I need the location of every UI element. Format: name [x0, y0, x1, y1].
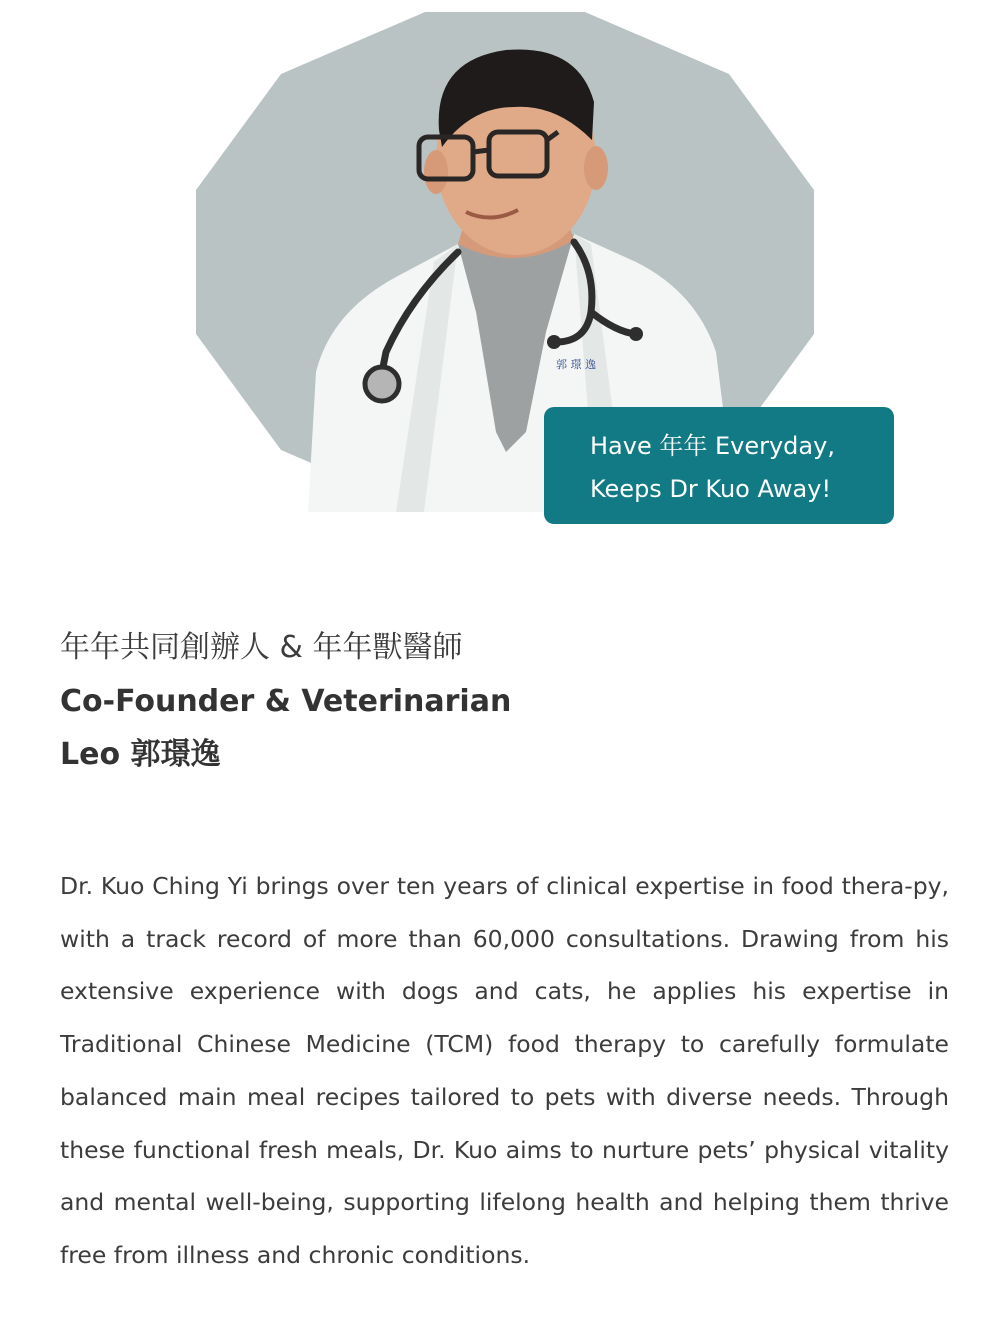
role-title-chinese: 年年共同創辦人 & 年年獸醫師 — [60, 630, 463, 665]
quote-badge — [544, 407, 894, 524]
quote-line-2: Keeps Dr Kuo Away! — [590, 475, 832, 503]
coat-embroidery: 郭 璟 逸 — [556, 358, 596, 371]
quote-line-1: Have 年年 Everyday, — [590, 432, 835, 460]
bio-paragraph: Dr. Kuo Ching Yi brings over ten years of clinical expertise in food thera-py, with a track record of more than 60,000 consultations. Drawing from his extensive experience with dogs and cats, he applies his expertise in Traditional Chinese Medicine (TCM) food therapy to carefully formulate balanced main meal recipes tailored to pets with diverse needs. Through these functional fresh meals, Dr. Kuo aims to nurture pets’ physical vitality and mental well-being, supporting lifelong health and helping them thrive free from illness and chronic conditions. — [60, 872, 949, 1269]
role-title-english: Co-Founder & Veterinarian — [60, 684, 512, 719]
person-name: Leo 郭璟逸 — [60, 737, 221, 772]
